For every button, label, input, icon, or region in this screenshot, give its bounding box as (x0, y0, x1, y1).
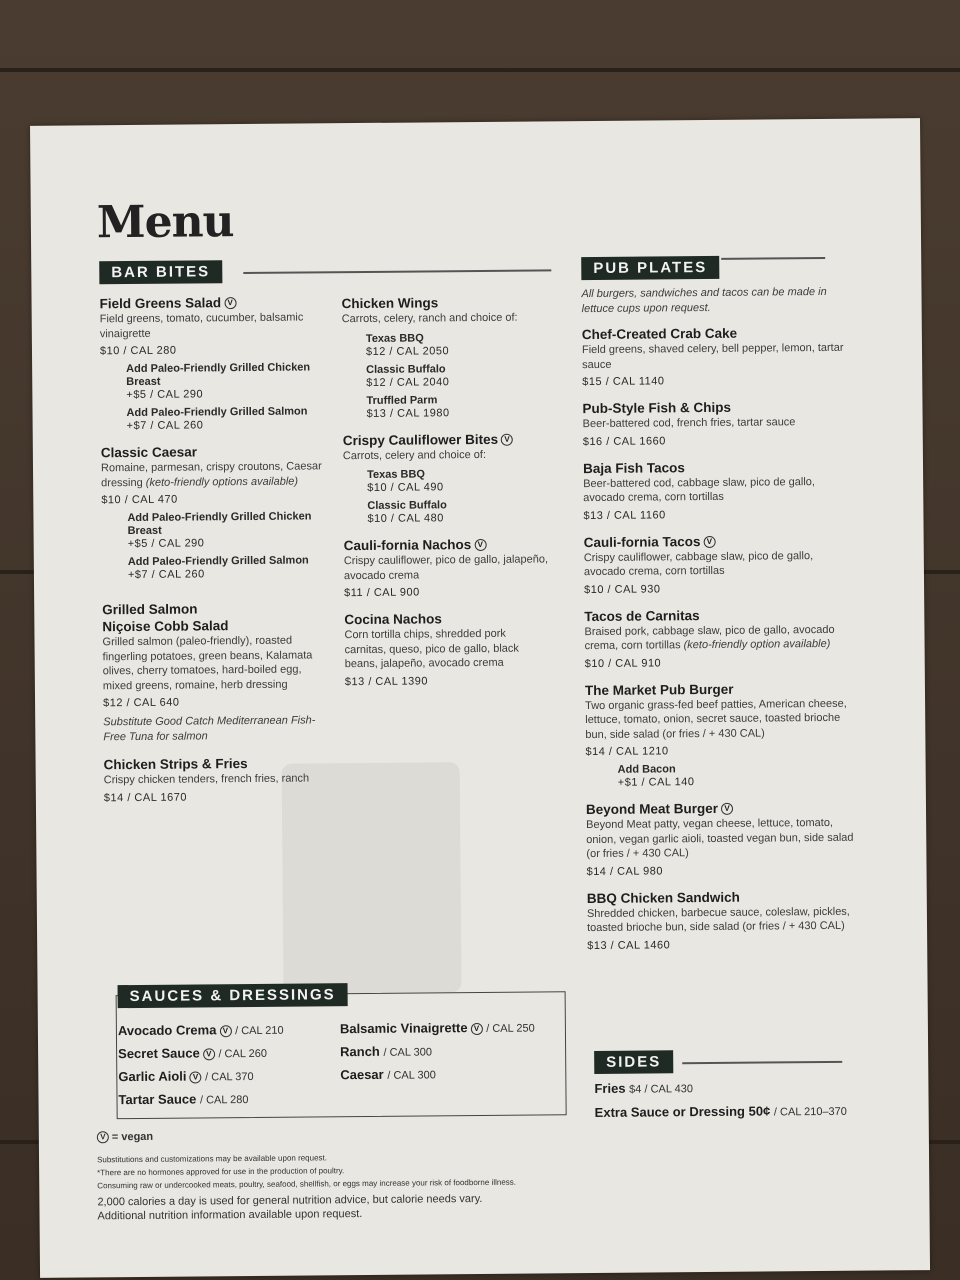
menu-item-field-greens: Field Greens Salad V Field greens, tomato, cucumber, balsamic vinaigrette $10 / CAL 280 Add Paleo-Friendly Grilled Chicken Breast +$5 / CAL 290 Add Paleo-Friendly Grilled Salmon +$7 / CAL 260 (99, 295, 311, 433)
divider (682, 1061, 842, 1064)
menu-item-cauli-tacos: Cauli-fornia Tacos V Crispy cauliflower, cabbage slaw, pico de gallo, avocado crema, corn tortillas $10 / CAL 930 (583, 533, 814, 596)
footer-note: *There are no hormones approved for use in the production of poultry. (97, 1166, 345, 1178)
footer-note: Substitutions and customizations may be available upon request. (97, 1153, 327, 1165)
vegan-icon: V (703, 536, 715, 548)
menu-item-fish-chips: Pub-Style Fish & Chips Beer-battered cod, french fries, tartar sauce $16 / CAL 1660 (582, 399, 796, 448)
menu-item-pub-burger: The Market Pub Burger Two organic grass-fed beef patties, American cheese, lettuce, tomato, onion, secret sauce, toasted brioche bun, side salad (or fries / + 430 CAL) $14 / CAL 1210 Add Bacon +$1 / CAL 140 (584, 681, 847, 789)
vegan-icon: V (501, 434, 513, 446)
menu-item-cocina-nachos: Cocina Nachos Corn tortilla chips, shredded pork carnitas, queso, pico de gallo, black beans, jalapeño, avocado crema $13 / CAL 1390 (344, 611, 519, 688)
bar-bites-column-2 (342, 293, 551, 699)
vegan-icon: V (224, 298, 236, 310)
side-extra-sauce: Extra Sauce or Dressing 50¢ / CAL 210–370 (594, 1103, 847, 1120)
vegan-icon: V (474, 539, 486, 551)
pub-plates-column (581, 285, 857, 964)
sides-heading: SIDES (594, 1050, 673, 1074)
menu-paper (30, 118, 930, 1278)
footer-note: Additional nutrition information available upon request. (97, 1208, 363, 1223)
divider (243, 269, 551, 274)
vegan-icon: V (97, 1131, 109, 1143)
menu-item-bbq-sandwich: BBQ Chicken Sandwich Shredded chicken, barbecue sauce, coleslaw, pickles, toasted brioche bun, side salad (or fries / + 430 CAL) $13 / CAL 1460 (586, 889, 850, 952)
sauce-avocado-crema: Avocado Crema V / CAL 210 (117, 1022, 284, 1039)
sauces-heading: SAUCES & DRESSINGS (118, 983, 348, 1008)
vegan-icon: V (219, 1025, 231, 1037)
vegan-legend: V = vegan (97, 1131, 153, 1144)
vegan-icon: V (203, 1048, 215, 1060)
vegan-icon: V (471, 1023, 483, 1035)
table-plank-gap (0, 68, 960, 72)
bar-bites-heading: BAR BITES (99, 260, 222, 284)
menu-item-chicken-strips: Chicken Strips & Fries Crispy chicken tenders, french fries, ranch $14 / CAL 1670 (103, 756, 310, 804)
pub-plates-intro: All burgers, sandwiches and tacos can be made in lettuce cups upon request. (581, 285, 827, 315)
sauce-tartar: Tartar Sauce / CAL 280 (118, 1091, 249, 1108)
vegan-icon: V (189, 1071, 201, 1083)
menu-item-salmon-cobb: Grilled Salmon Niçoise Cobb Salad Grilled salmon (paleo-friendly), roasted fingerling potatoes, green beans, Kalamata olives, cherry tomatoes, hard-boiled egg, mixed greens, romaine, herb dressing $12 / CAL 640 Substitute Good Catch Mediterranean Fish-Free Tuna for salmon (102, 601, 316, 743)
pub-plates-heading: PUB PLATES (581, 256, 719, 280)
menu-item-baja-tacos: Baja Fish Tacos Beer-battered cod, cabbage slaw, pico de gallo, avocado crema, corn tortillas $13 / CAL 1160 (582, 459, 815, 522)
sauce-balsamic: Balsamic Vinaigrette V / CAL 250 (339, 1020, 535, 1037)
menu-item-chicken-wings: Chicken Wings Carrots, celery, ranch and choice of: Texas BBQ $12 / CAL 2050 Classic Buffalo $12 / CAL 2040 Truffled Parm $13 / CAL 1980 (341, 295, 518, 420)
sauce-secret-sauce: Secret Sauce V / CAL 260 (118, 1045, 267, 1062)
sauce-ranch: Ranch / CAL 300 (340, 1043, 433, 1060)
footer-note: Consuming raw or undercooked meats, poultry, seafood, shellfish, or eggs may increase your risk of foodborne illness. (97, 1177, 517, 1191)
side-fries: Fries $4 / CAL 430 (594, 1080, 694, 1096)
menu-item-tacos-carnitas: Tacos de Carnitas Braised pork, cabbage slaw, pico de gallo, avocado crema, corn tortillas (keto-friendly option available) $10 / CAL 910 (584, 607, 835, 670)
vegan-icon: V (721, 803, 733, 815)
sauce-garlic-aioli: Garlic Aioli V / CAL 370 (118, 1068, 254, 1085)
divider (721, 257, 825, 260)
menu-item-beyond-burger: Beyond Meat Burger V Beyond Meat patty, vegan cheese, lettuce, tomato, onion, vegan garlic aioli, toasted vegan bun, side salad (or fries / + 430 CAL) $14 / CAL 980 (585, 800, 854, 878)
sauce-caesar: Caesar / CAL 300 (340, 1066, 436, 1083)
menu-title: Menu (96, 196, 234, 249)
menu-item-crab-cake: Chef-Created Crab Cake Field greens, shaved celery, bell pepper, lemon, tartar sauce $15 / CAL 1140 (581, 325, 844, 389)
footer-note: 2,000 calories a day is used for general nutrition advice, but calorie needs vary. (97, 1192, 483, 1209)
menu-item-classic-caesar: Classic Caesar Romaine, parmesan, crispy croutons, Caesar dressing (keto-friendly options available) $10 / CAL 470 Add Paleo-Friendly Grilled Chicken Breast +$5 / CAL 290 Add Paleo-Friendly Grilled Salmon +$7 / CAL 260 (100, 444, 322, 582)
bar-bites-column-1 (99, 293, 334, 815)
menu-item-cauliflower-bites: Crispy Cauliflower Bites V Carrots, celery and choice of: Texas BBQ $10 / CAL 490 Classic Buffalo $10 / CAL 480 (343, 430, 549, 525)
menu-item-cauli-nachos: Cauli-fornia Nachos V Crispy cauliflower, pico de gallo, jalapeño, avocado crema $11 / CAL 900 (343, 537, 549, 600)
